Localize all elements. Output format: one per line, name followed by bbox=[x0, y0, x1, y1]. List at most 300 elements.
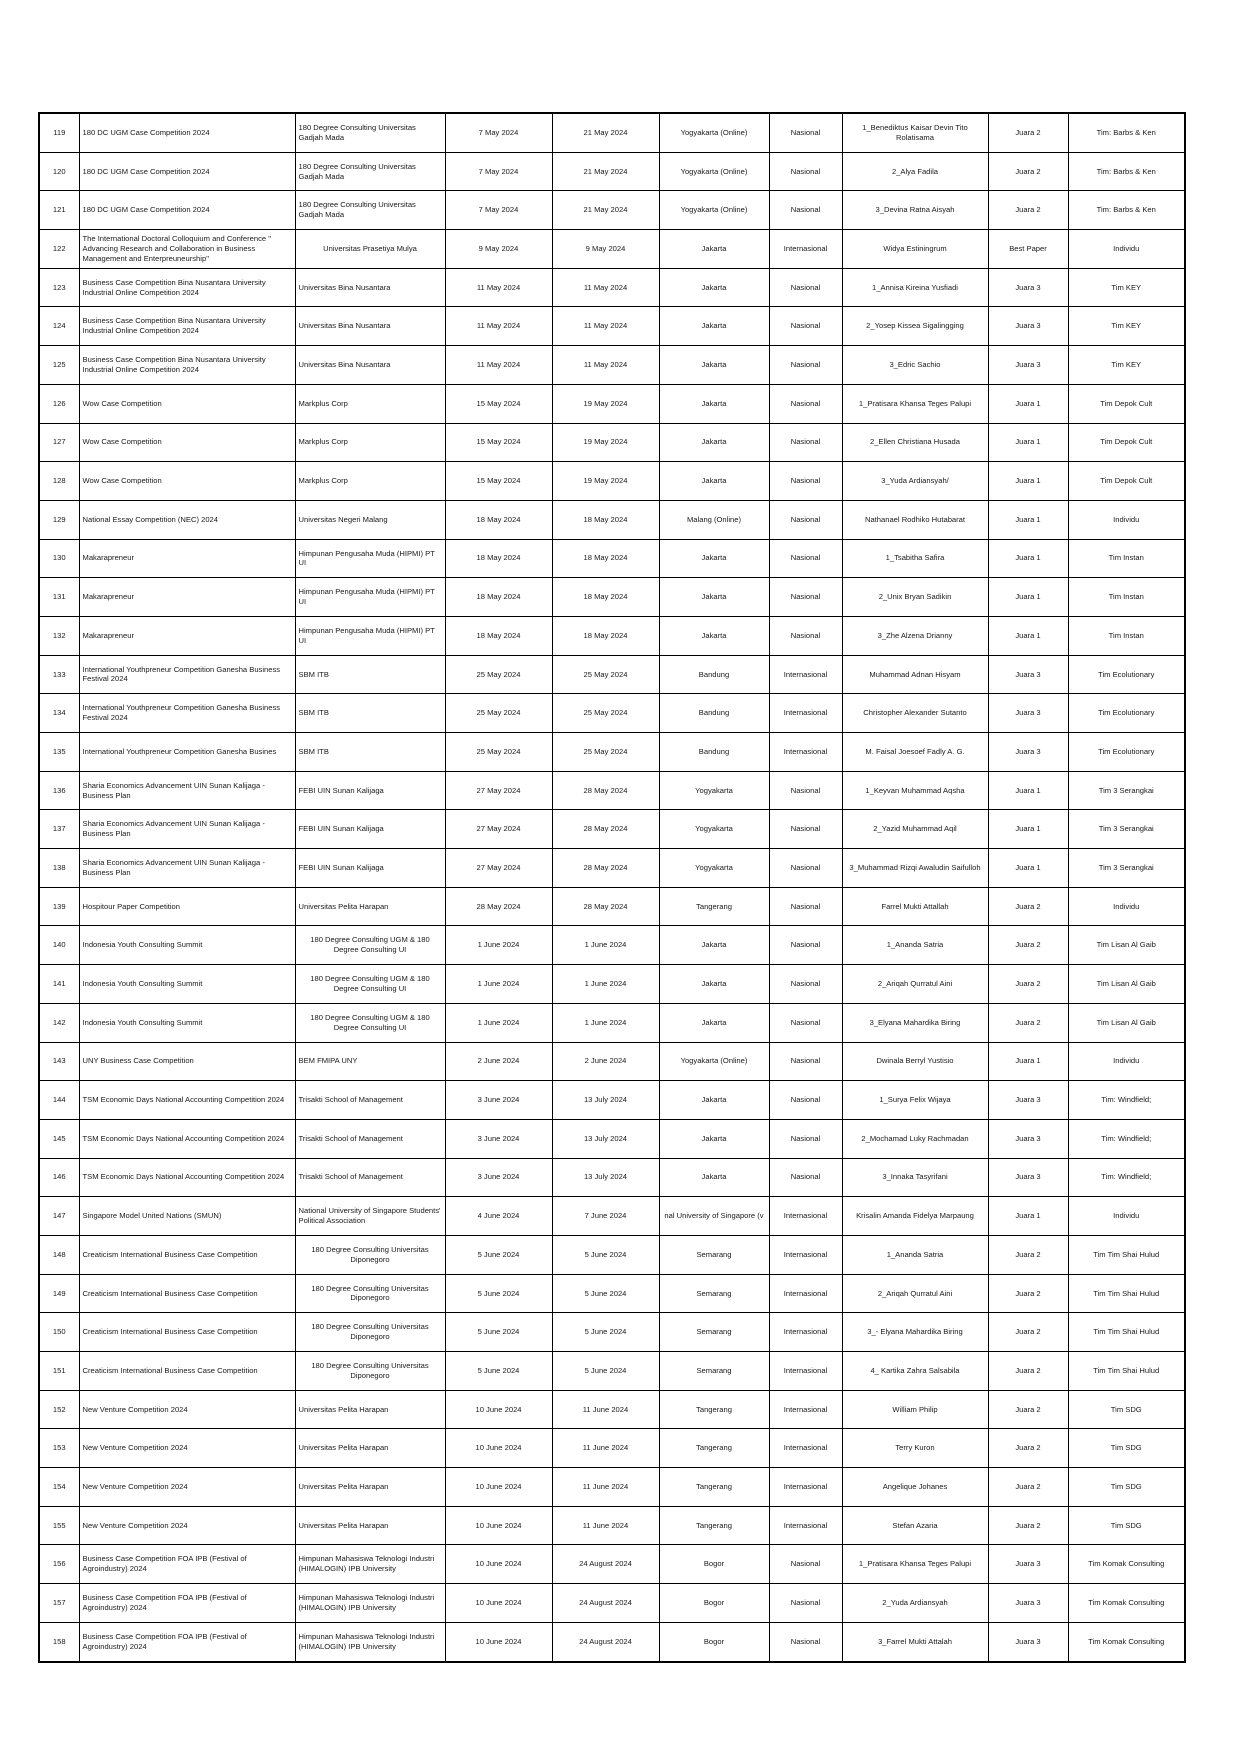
end-date-cell: 28 May 2024 bbox=[552, 887, 659, 926]
row-number-cell: 158 bbox=[39, 1622, 79, 1661]
start-date-cell: 1 June 2024 bbox=[445, 926, 552, 965]
table-row bbox=[39, 616, 1185, 655]
competition-name-cell: 180 DC UGM Case Competition 2024 bbox=[79, 191, 295, 230]
table-row bbox=[39, 887, 1185, 926]
row-number-cell: 125 bbox=[39, 346, 79, 385]
level-cell: Nasional bbox=[769, 384, 842, 423]
row-number-cell: 147 bbox=[39, 1197, 79, 1236]
end-date-cell: 28 May 2024 bbox=[552, 810, 659, 849]
table-row bbox=[39, 268, 1185, 307]
level-cell: Internasional bbox=[769, 1506, 842, 1545]
team-cell: Tim Ecolutionary bbox=[1068, 655, 1185, 694]
competition-name-cell: International Youthpreneur Competition Ganesha Business Festival 2024 bbox=[79, 694, 295, 733]
table-row bbox=[39, 926, 1185, 965]
participant-name-cell: 2_Mochamad Luky Rachmadan bbox=[842, 1119, 988, 1158]
location-cell: Malang (Online) bbox=[659, 500, 769, 539]
start-date-cell: 7 May 2024 bbox=[445, 191, 552, 230]
location-cell: Jakarta bbox=[659, 1119, 769, 1158]
table-row bbox=[39, 384, 1185, 423]
row-number-cell: 152 bbox=[39, 1390, 79, 1429]
level-cell: Nasional bbox=[769, 578, 842, 617]
start-date-cell: 11 May 2024 bbox=[445, 268, 552, 307]
achievement-cell: Juara 2 bbox=[988, 1313, 1068, 1352]
team-cell: Tim: Barbs & Ken bbox=[1068, 113, 1185, 152]
table-row bbox=[39, 771, 1185, 810]
organizer-cell: FEBI UIN Sunan Kalijaga bbox=[295, 849, 445, 888]
location-cell: Bandung bbox=[659, 694, 769, 733]
achievement-cell: Juara 1 bbox=[988, 462, 1068, 501]
end-date-cell: 24 August 2024 bbox=[552, 1584, 659, 1623]
organizer-cell: FEBI UIN Sunan Kalijaga bbox=[295, 771, 445, 810]
start-date-cell: 3 June 2024 bbox=[445, 1081, 552, 1120]
team-cell: Tim 3 Serangkai bbox=[1068, 849, 1185, 888]
organizer-cell: Markplus Corp bbox=[295, 384, 445, 423]
end-date-cell: 11 June 2024 bbox=[552, 1390, 659, 1429]
organizer-cell: SBM ITB bbox=[295, 733, 445, 772]
start-date-cell: 10 June 2024 bbox=[445, 1429, 552, 1468]
end-date-cell: 21 May 2024 bbox=[552, 113, 659, 152]
team-cell: Tim: Barbs & Ken bbox=[1068, 191, 1185, 230]
organizer-cell: Himpunan Pengusaha Muda (HIPMI) PT UI bbox=[295, 578, 445, 617]
competition-name-cell: Creaticism International Business Case Competition bbox=[79, 1313, 295, 1352]
location-cell: Yogyakarta (Online) bbox=[659, 1042, 769, 1081]
row-number-cell: 119 bbox=[39, 113, 79, 152]
start-date-cell: 4 June 2024 bbox=[445, 1197, 552, 1236]
location-cell: Tangerang bbox=[659, 1429, 769, 1468]
end-date-cell: 25 May 2024 bbox=[552, 694, 659, 733]
row-number-cell: 139 bbox=[39, 887, 79, 926]
organizer-cell: Universitas Prasetiya Mulya bbox=[295, 230, 445, 269]
participant-name-cell: 1_Benediktus Kaisar Devin Tito Rolatisama bbox=[842, 113, 988, 152]
row-number-cell: 135 bbox=[39, 733, 79, 772]
organizer-cell: 180 Degree Consulting Universitas Diponegoro bbox=[295, 1352, 445, 1391]
participant-name-cell: 1_Annisa Kireina Yusfiadi bbox=[842, 268, 988, 307]
level-cell: Internasional bbox=[769, 694, 842, 733]
participant-name-cell: 2_Yosep Kissea Sigalingging bbox=[842, 307, 988, 346]
level-cell: Nasional bbox=[769, 1003, 842, 1042]
competition-name-cell: Hospitour Paper Competition bbox=[79, 887, 295, 926]
competition-name-cell: Singapore Model United Nations (SMUN) bbox=[79, 1197, 295, 1236]
table-row bbox=[39, 191, 1185, 230]
table-row bbox=[39, 500, 1185, 539]
level-cell: Internasional bbox=[769, 1352, 842, 1391]
end-date-cell: 19 May 2024 bbox=[552, 462, 659, 501]
start-date-cell: 18 May 2024 bbox=[445, 616, 552, 655]
level-cell: Nasional bbox=[769, 1622, 842, 1661]
achievement-cell: Juara 3 bbox=[988, 1584, 1068, 1623]
row-number-cell: 134 bbox=[39, 694, 79, 733]
achievement-cell: Juara 3 bbox=[988, 268, 1068, 307]
level-cell: Nasional bbox=[769, 152, 842, 191]
competition-name-cell: Sharia Economics Advancement UIN Sunan Kalijaga - Business Plan bbox=[79, 810, 295, 849]
table-row bbox=[39, 849, 1185, 888]
location-cell: Jakarta bbox=[659, 926, 769, 965]
level-cell: Internasional bbox=[769, 655, 842, 694]
end-date-cell: 18 May 2024 bbox=[552, 500, 659, 539]
start-date-cell: 25 May 2024 bbox=[445, 694, 552, 733]
table-row bbox=[39, 113, 1185, 152]
competition-name-cell: TSM Economic Days National Accounting Competition 2024 bbox=[79, 1119, 295, 1158]
start-date-cell: 27 May 2024 bbox=[445, 810, 552, 849]
organizer-cell: 180 Degree Consulting Universitas Gadjah Mada bbox=[295, 113, 445, 152]
end-date-cell: 5 June 2024 bbox=[552, 1313, 659, 1352]
start-date-cell: 27 May 2024 bbox=[445, 849, 552, 888]
start-date-cell: 1 June 2024 bbox=[445, 965, 552, 1004]
organizer-cell: Himpunan Pengusaha Muda (HIPMI) PT UI bbox=[295, 616, 445, 655]
location-cell: Tangerang bbox=[659, 1506, 769, 1545]
end-date-cell: 13 July 2024 bbox=[552, 1158, 659, 1197]
organizer-cell: Universitas Pelita Harapan bbox=[295, 1390, 445, 1429]
organizer-cell: Trisakti School of Management bbox=[295, 1158, 445, 1197]
start-date-cell: 15 May 2024 bbox=[445, 423, 552, 462]
organizer-cell: FEBI UIN Sunan Kalijaga bbox=[295, 810, 445, 849]
achievement-cell: Juara 3 bbox=[988, 1158, 1068, 1197]
level-cell: Nasional bbox=[769, 616, 842, 655]
table-row bbox=[39, 1352, 1185, 1391]
level-cell: Nasional bbox=[769, 1081, 842, 1120]
end-date-cell: 5 June 2024 bbox=[552, 1235, 659, 1274]
level-cell: Nasional bbox=[769, 539, 842, 578]
participant-name-cell: William Philip bbox=[842, 1390, 988, 1429]
end-date-cell: 5 June 2024 bbox=[552, 1352, 659, 1391]
row-number-cell: 122 bbox=[39, 230, 79, 269]
organizer-cell: Universitas Pelita Harapan bbox=[295, 887, 445, 926]
row-number-cell: 121 bbox=[39, 191, 79, 230]
table-row bbox=[39, 694, 1185, 733]
organizer-cell: 180 Degree Consulting Universitas Diponegoro bbox=[295, 1235, 445, 1274]
table-row bbox=[39, 1468, 1185, 1507]
competition-name-cell: TSM Economic Days National Accounting Competition 2024 bbox=[79, 1081, 295, 1120]
start-date-cell: 10 June 2024 bbox=[445, 1468, 552, 1507]
achievement-cell: Best Paper bbox=[988, 230, 1068, 269]
start-date-cell: 10 June 2024 bbox=[445, 1584, 552, 1623]
participant-name-cell: 2_Yuda Ardiansyah bbox=[842, 1584, 988, 1623]
team-cell: Tim Tim Shai Hulud bbox=[1068, 1313, 1185, 1352]
organizer-cell: Markplus Corp bbox=[295, 423, 445, 462]
end-date-cell: 19 May 2024 bbox=[552, 384, 659, 423]
competition-name-cell: Makarapreneur bbox=[79, 616, 295, 655]
level-cell: Internasional bbox=[769, 1235, 842, 1274]
competition-name-cell: New Venture Competition 2024 bbox=[79, 1468, 295, 1507]
row-number-cell: 154 bbox=[39, 1468, 79, 1507]
row-number-cell: 157 bbox=[39, 1584, 79, 1623]
organizer-cell: Universitas Pelita Harapan bbox=[295, 1429, 445, 1468]
participant-name-cell: Christopher Alexander Sutanto bbox=[842, 694, 988, 733]
participant-name-cell: Nathanael Rodhiko Hutabarat bbox=[842, 500, 988, 539]
start-date-cell: 5 June 2024 bbox=[445, 1352, 552, 1391]
organizer-cell: National University of Singapore Students' Political Association bbox=[295, 1197, 445, 1236]
achievement-cell: Juara 2 bbox=[988, 113, 1068, 152]
level-cell: Nasional bbox=[769, 268, 842, 307]
row-number-cell: 136 bbox=[39, 771, 79, 810]
start-date-cell: 18 May 2024 bbox=[445, 500, 552, 539]
achievement-cell: Juara 2 bbox=[988, 965, 1068, 1004]
participant-name-cell: Terry Kuron bbox=[842, 1429, 988, 1468]
achievement-cell: Juara 2 bbox=[988, 926, 1068, 965]
competition-name-cell: Wow Case Competition bbox=[79, 384, 295, 423]
achievement-cell: Juara 2 bbox=[988, 1390, 1068, 1429]
start-date-cell: 11 May 2024 bbox=[445, 307, 552, 346]
team-cell: Individu bbox=[1068, 887, 1185, 926]
start-date-cell: 9 May 2024 bbox=[445, 230, 552, 269]
participant-name-cell: 2_Ellen Christiana Husada bbox=[842, 423, 988, 462]
achievement-cell: Juara 3 bbox=[988, 733, 1068, 772]
competition-name-cell: Makarapreneur bbox=[79, 578, 295, 617]
row-number-cell: 126 bbox=[39, 384, 79, 423]
row-number-cell: 120 bbox=[39, 152, 79, 191]
team-cell: Tim Tim Shai Hulud bbox=[1068, 1235, 1185, 1274]
location-cell: Semarang bbox=[659, 1235, 769, 1274]
organizer-cell: Trisakti School of Management bbox=[295, 1119, 445, 1158]
location-cell: Jakarta bbox=[659, 423, 769, 462]
location-cell: Jakarta bbox=[659, 1081, 769, 1120]
row-number-cell: 156 bbox=[39, 1545, 79, 1584]
participant-name-cell: Dwinala Berryl Yustisio bbox=[842, 1042, 988, 1081]
end-date-cell: 18 May 2024 bbox=[552, 539, 659, 578]
organizer-cell: Universitas Bina Nusantara bbox=[295, 307, 445, 346]
table-row bbox=[39, 462, 1185, 501]
organizer-cell: Trisakti School of Management bbox=[295, 1081, 445, 1120]
team-cell: Tim 3 Serangkai bbox=[1068, 810, 1185, 849]
location-cell: Jakarta bbox=[659, 616, 769, 655]
end-date-cell: 19 May 2024 bbox=[552, 423, 659, 462]
team-cell: Tim: Windfield; bbox=[1068, 1081, 1185, 1120]
end-date-cell: 7 June 2024 bbox=[552, 1197, 659, 1236]
start-date-cell: 27 May 2024 bbox=[445, 771, 552, 810]
start-date-cell: 5 June 2024 bbox=[445, 1274, 552, 1313]
table-row bbox=[39, 230, 1185, 269]
start-date-cell: 15 May 2024 bbox=[445, 462, 552, 501]
team-cell: Tim KEY bbox=[1068, 346, 1185, 385]
team-cell: Tim Depok Cult bbox=[1068, 462, 1185, 501]
competition-name-cell: TSM Economic Days National Accounting Competition 2024 bbox=[79, 1158, 295, 1197]
level-cell: Nasional bbox=[769, 926, 842, 965]
level-cell: Internasional bbox=[769, 1274, 842, 1313]
competition-name-cell: Business Case Competition FOA IPB (Festival of Agroindustry) 2024 bbox=[79, 1545, 295, 1584]
start-date-cell: 25 May 2024 bbox=[445, 733, 552, 772]
competition-name-cell: Makarapreneur bbox=[79, 539, 295, 578]
end-date-cell: 28 May 2024 bbox=[552, 849, 659, 888]
competition-name-cell: Business Case Competition FOA IPB (Festival of Agroindustry) 2024 bbox=[79, 1622, 295, 1661]
level-cell: Internasional bbox=[769, 1429, 842, 1468]
achievement-cell: Juara 2 bbox=[988, 1429, 1068, 1468]
location-cell: Jakarta bbox=[659, 1003, 769, 1042]
location-cell: Yogyakarta bbox=[659, 771, 769, 810]
participant-name-cell: 3_Farrel Mukti Attalah bbox=[842, 1622, 988, 1661]
row-number-cell: 146 bbox=[39, 1158, 79, 1197]
organizer-cell: Universitas Negeri Malang bbox=[295, 500, 445, 539]
organizer-cell: 180 Degree Consulting Universitas Gadjah Mada bbox=[295, 152, 445, 191]
achievement-cell: Juara 3 bbox=[988, 1545, 1068, 1584]
achievement-cell: Juara 3 bbox=[988, 346, 1068, 385]
competition-name-cell: Indonesia Youth Consulting Summit bbox=[79, 926, 295, 965]
participant-name-cell: M. Faisal Joesoef Fadly A. G. bbox=[842, 733, 988, 772]
participant-name-cell: 2_Ariqah Qurratul Aini bbox=[842, 965, 988, 1004]
level-cell: Nasional bbox=[769, 887, 842, 926]
team-cell: Tim Lisan Al Gaib bbox=[1068, 926, 1185, 965]
start-date-cell: 11 May 2024 bbox=[445, 346, 552, 385]
level-cell: Nasional bbox=[769, 462, 842, 501]
table-row bbox=[39, 1003, 1185, 1042]
team-cell: Tim Komak Consulting bbox=[1068, 1545, 1185, 1584]
competition-name-cell: 180 DC UGM Case Competition 2024 bbox=[79, 152, 295, 191]
location-cell: Jakarta bbox=[659, 384, 769, 423]
start-date-cell: 25 May 2024 bbox=[445, 655, 552, 694]
row-number-cell: 138 bbox=[39, 849, 79, 888]
level-cell: Nasional bbox=[769, 191, 842, 230]
level-cell: Internasional bbox=[769, 1313, 842, 1352]
row-number-cell: 123 bbox=[39, 268, 79, 307]
competition-name-cell: National Essay Competition (NEC) 2024 bbox=[79, 500, 295, 539]
start-date-cell: 1 June 2024 bbox=[445, 1003, 552, 1042]
table-row bbox=[39, 1429, 1185, 1468]
end-date-cell: 5 June 2024 bbox=[552, 1274, 659, 1313]
team-cell: Individu bbox=[1068, 500, 1185, 539]
location-cell: Semarang bbox=[659, 1274, 769, 1313]
organizer-cell: Himpunan Mahasiswa Teknologi Industri (HIMALOGIN) IPB University bbox=[295, 1622, 445, 1661]
end-date-cell: 21 May 2024 bbox=[552, 152, 659, 191]
table-row bbox=[39, 423, 1185, 462]
organizer-cell: Universitas Pelita Harapan bbox=[295, 1468, 445, 1507]
participant-name-cell: Angelique Johanes bbox=[842, 1468, 988, 1507]
row-number-cell: 150 bbox=[39, 1313, 79, 1352]
competition-name-cell: Creaticism International Business Case Competition bbox=[79, 1235, 295, 1274]
organizer-cell: SBM ITB bbox=[295, 694, 445, 733]
competition-name-cell: Business Case Competition Bina Nusantara University Industrial Online Competition 2024 bbox=[79, 346, 295, 385]
start-date-cell: 7 May 2024 bbox=[445, 152, 552, 191]
row-number-cell: 140 bbox=[39, 926, 79, 965]
location-cell: Jakarta bbox=[659, 268, 769, 307]
participant-name-cell: 2_Ariqah Qurratul Aini bbox=[842, 1274, 988, 1313]
row-number-cell: 130 bbox=[39, 539, 79, 578]
achievement-cell: Juara 1 bbox=[988, 1042, 1068, 1081]
start-date-cell: 10 June 2024 bbox=[445, 1545, 552, 1584]
organizer-cell: Himpunan Pengusaha Muda (HIPMI) PT UI bbox=[295, 539, 445, 578]
table-row bbox=[39, 1584, 1185, 1623]
level-cell: Nasional bbox=[769, 500, 842, 539]
location-cell: nal University of Singapore (v bbox=[659, 1197, 769, 1236]
competition-name-cell: Creaticism International Business Case Competition bbox=[79, 1274, 295, 1313]
table-row bbox=[39, 1081, 1185, 1120]
location-cell: Yogyakarta (Online) bbox=[659, 113, 769, 152]
achievement-cell: Juara 1 bbox=[988, 500, 1068, 539]
start-date-cell: 3 June 2024 bbox=[445, 1158, 552, 1197]
competition-name-cell: UNY Business Case Competition bbox=[79, 1042, 295, 1081]
table-row bbox=[39, 733, 1185, 772]
team-cell: Tim SDG bbox=[1068, 1468, 1185, 1507]
row-number-cell: 141 bbox=[39, 965, 79, 1004]
end-date-cell: 11 May 2024 bbox=[552, 307, 659, 346]
table-row bbox=[39, 655, 1185, 694]
team-cell: Tim Depok Cult bbox=[1068, 423, 1185, 462]
end-date-cell: 1 June 2024 bbox=[552, 1003, 659, 1042]
row-number-cell: 145 bbox=[39, 1119, 79, 1158]
start-date-cell: 28 May 2024 bbox=[445, 887, 552, 926]
location-cell: Yogyakarta (Online) bbox=[659, 191, 769, 230]
level-cell: Internasional bbox=[769, 1468, 842, 1507]
row-number-cell: 132 bbox=[39, 616, 79, 655]
row-number-cell: 129 bbox=[39, 500, 79, 539]
achievement-cell: Juara 3 bbox=[988, 307, 1068, 346]
level-cell: Nasional bbox=[769, 965, 842, 1004]
competition-name-cell: Business Case Competition FOA IPB (Festival of Agroindustry) 2024 bbox=[79, 1584, 295, 1623]
level-cell: Nasional bbox=[769, 849, 842, 888]
row-number-cell: 128 bbox=[39, 462, 79, 501]
row-number-cell: 142 bbox=[39, 1003, 79, 1042]
table-row bbox=[39, 1313, 1185, 1352]
location-cell: Jakarta bbox=[659, 462, 769, 501]
achievement-cell: Juara 1 bbox=[988, 1197, 1068, 1236]
table-row bbox=[39, 307, 1185, 346]
competition-name-cell: Sharia Economics Advancement UIN Sunan Kalijaga - Business Plan bbox=[79, 849, 295, 888]
competition-name-cell: International Youthpreneur Competition Ganesha Busines bbox=[79, 733, 295, 772]
team-cell: Tim Lisan Al Gaib bbox=[1068, 1003, 1185, 1042]
table-row bbox=[39, 578, 1185, 617]
end-date-cell: 13 July 2024 bbox=[552, 1119, 659, 1158]
location-cell: Jakarta bbox=[659, 1158, 769, 1197]
table-row bbox=[39, 1622, 1185, 1661]
competition-name-cell: Indonesia Youth Consulting Summit bbox=[79, 965, 295, 1004]
achievement-cell: Juara 1 bbox=[988, 771, 1068, 810]
end-date-cell: 25 May 2024 bbox=[552, 733, 659, 772]
participant-name-cell: 3_Innaka Tasyrifani bbox=[842, 1158, 988, 1197]
achievement-cell: Juara 2 bbox=[988, 1235, 1068, 1274]
team-cell: Tim Instan bbox=[1068, 616, 1185, 655]
team-cell: Tim KEY bbox=[1068, 307, 1185, 346]
organizer-cell: Universitas Pelita Harapan bbox=[295, 1506, 445, 1545]
achievement-cell: Juara 3 bbox=[988, 1119, 1068, 1158]
participant-name-cell: 1_Tsabitha Safira bbox=[842, 539, 988, 578]
level-cell: Nasional bbox=[769, 346, 842, 385]
location-cell: Jakarta bbox=[659, 539, 769, 578]
achievements-table bbox=[38, 112, 1186, 1663]
organizer-cell: Universitas Bina Nusantara bbox=[295, 346, 445, 385]
end-date-cell: 9 May 2024 bbox=[552, 230, 659, 269]
participant-name-cell: Farrel Mukti Attallah bbox=[842, 887, 988, 926]
start-date-cell: 5 June 2024 bbox=[445, 1313, 552, 1352]
organizer-cell: Universitas Bina Nusantara bbox=[295, 268, 445, 307]
level-cell: Nasional bbox=[769, 810, 842, 849]
level-cell: Internasional bbox=[769, 733, 842, 772]
achievement-cell: Juara 1 bbox=[988, 616, 1068, 655]
participant-name-cell: 3_Elyana Mahardika Biring bbox=[842, 1003, 988, 1042]
level-cell: Nasional bbox=[769, 1545, 842, 1584]
team-cell: Tim KEY bbox=[1068, 268, 1185, 307]
organizer-cell: 180 Degree Consulting Universitas Gadjah Mada bbox=[295, 191, 445, 230]
table-row bbox=[39, 346, 1185, 385]
team-cell: Tim Instan bbox=[1068, 578, 1185, 617]
participant-name-cell: 1_Surya Felix Wijaya bbox=[842, 1081, 988, 1120]
row-number-cell: 151 bbox=[39, 1352, 79, 1391]
participant-name-cell: Krisalin Amanda Fidelya Marpaung bbox=[842, 1197, 988, 1236]
team-cell: Tim SDG bbox=[1068, 1506, 1185, 1545]
achievement-cell: Juara 2 bbox=[988, 1468, 1068, 1507]
location-cell: Semarang bbox=[659, 1352, 769, 1391]
row-number-cell: 124 bbox=[39, 307, 79, 346]
location-cell: Bandung bbox=[659, 733, 769, 772]
table-row bbox=[39, 1119, 1185, 1158]
team-cell: Individu bbox=[1068, 1042, 1185, 1081]
location-cell: Jakarta bbox=[659, 230, 769, 269]
table-row bbox=[39, 1235, 1185, 1274]
competition-name-cell: Wow Case Competition bbox=[79, 423, 295, 462]
table-row bbox=[39, 810, 1185, 849]
location-cell: Semarang bbox=[659, 1313, 769, 1352]
table-row bbox=[39, 1158, 1185, 1197]
table-row bbox=[39, 1042, 1185, 1081]
table-row bbox=[39, 1506, 1185, 1545]
achievement-cell: Juara 2 bbox=[988, 1352, 1068, 1391]
